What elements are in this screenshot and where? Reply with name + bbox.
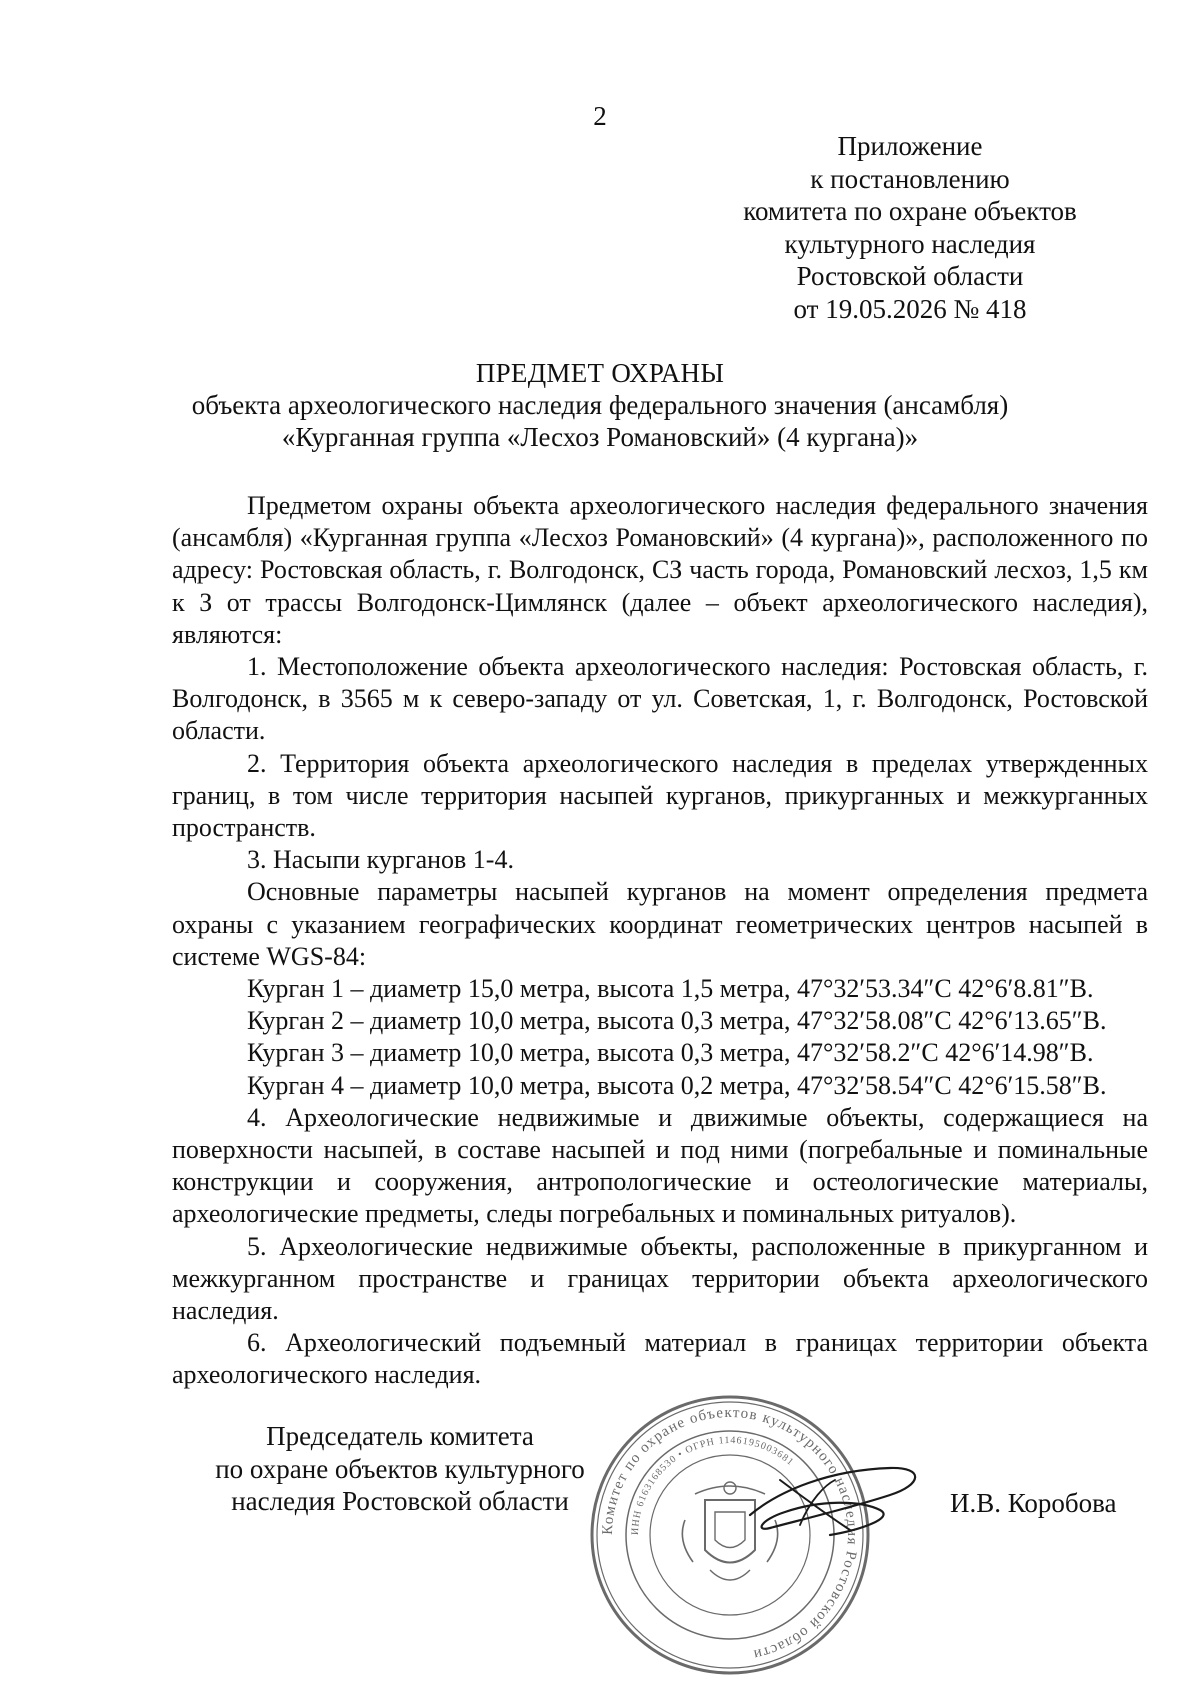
signatory-position-line: по охране объектов культурного [215, 1453, 585, 1484]
appendix-line: к постановлению [810, 163, 1010, 194]
item-archaeological-objects: 4. Археологические недвижимые и движимые объекты, содержащиеся на поверхности насыпей, в составе насыпей и под ними (погребальные и поминальные конструкции и сооружения, антропологические и остеологические материалы, археологические предметы, следы погребальных и поминальных ритуалов). [172, 1102, 1148, 1229]
stamp-inner-text: ИНН 6163168530 • ОГРН 1146195003681 [629, 1434, 796, 1536]
appendix-line: культурного наследия [784, 228, 1036, 259]
stamp-outer-text: Комитет по охране объектов культурного наследия Ростовской области [599, 1404, 861, 1663]
appendix-line: Ростовской области [796, 261, 1024, 292]
title-main: ПРЕДМЕТ ОХРАНЫ [475, 358, 725, 388]
kurgan-4-line: Курган 4 – диаметр 10,0 метра, высота 0,2 метра, 47°32′58.54″С 42°6′15.58″В. [247, 1070, 1107, 1100]
title-subtitle: объекта археологического наследия федерального значения (ансамбля) [191, 390, 1009, 420]
document-title [180, 357, 1020, 453]
signatory-position-line: наследия Ростовской области [231, 1486, 569, 1516]
title-object-name: «Курганная группа «Лесхоз Романовский» (4 кургана)» [281, 422, 919, 452]
item-surface-material: 6. Археологический подъемный материал в границах территории объекта археологического наследия. [172, 1328, 1148, 1390]
signatory-name: И.В. Коробова [950, 1488, 1117, 1518]
intro-paragraph: Предметом охраны объекта археологического наследия федерального значения (ансамбля) «Курганная группа «Лесхоз Романовский» (4 кургана)», расположенного по адресу: Ростовская область, г. Волгодонск, СЗ часть города, Романовский лесхоз, 1,5 км к З от трассы Волгодонск-Цимлянск (далее – объект археологического наследия), являются: [172, 491, 1148, 649]
kurgan-1-line: Курган 1 – диаметр 15,0 метра, высота 1,5 метра, 47°32′53.34″С 42°6′8.81″В. [247, 974, 1094, 1004]
kurgan-2-line: Курган 2 – диаметр 10,0 метра, высота 0,3 метра, 47°32′58.08″С 42°6′13.65″В. [247, 1006, 1107, 1036]
appendix-header [730, 130, 1090, 326]
params-paragraph: Основные параметры насыпей курганов на момент определения предмета охраны с указанием географических координат геометрических центров насыпей в системе WGS-84: [172, 877, 1148, 971]
handwritten-signature [740, 1440, 930, 1550]
page-number: 2 [593, 101, 607, 131]
item-location: 1. Местоположение объекта археологического наследия: Ростовская область, г. Волгодонск, в 3565 м к северо-западу от ул. Советская, 1, г. Волгодонск, Ростовской области. [172, 652, 1148, 746]
signatory-position [180, 1420, 620, 1518]
appendix-line: комитета по охране объектов [743, 196, 1077, 227]
item-mounds: 3. Насыпи курганов 1-4. [247, 845, 514, 875]
appendix-line: Приложение [837, 131, 983, 161]
item-immovable-objects: 5. Археологические недвижимые объекты, расположенные в прикурганном и межкурганном пространстве и границах территории объекта археологического наследия. [172, 1231, 1148, 1326]
kurgan-3-line: Курган 3 – диаметр 10,0 метра, высота 0,3 метра, 47°32′58.2″С 42°6′14.98″В. [247, 1038, 1094, 1068]
signatory-position-line: Председатель комитета [266, 1421, 534, 1451]
appendix-date-number: от 19.05.2026 № 418 [793, 293, 1027, 324]
item-territory: 2. Территория объекта археологического наследия в пределах утвержденных границ, в том числе территория насыпей курганов, прикурганных и межкурганных пространств. [172, 748, 1148, 843]
document-body [172, 490, 1148, 1392]
